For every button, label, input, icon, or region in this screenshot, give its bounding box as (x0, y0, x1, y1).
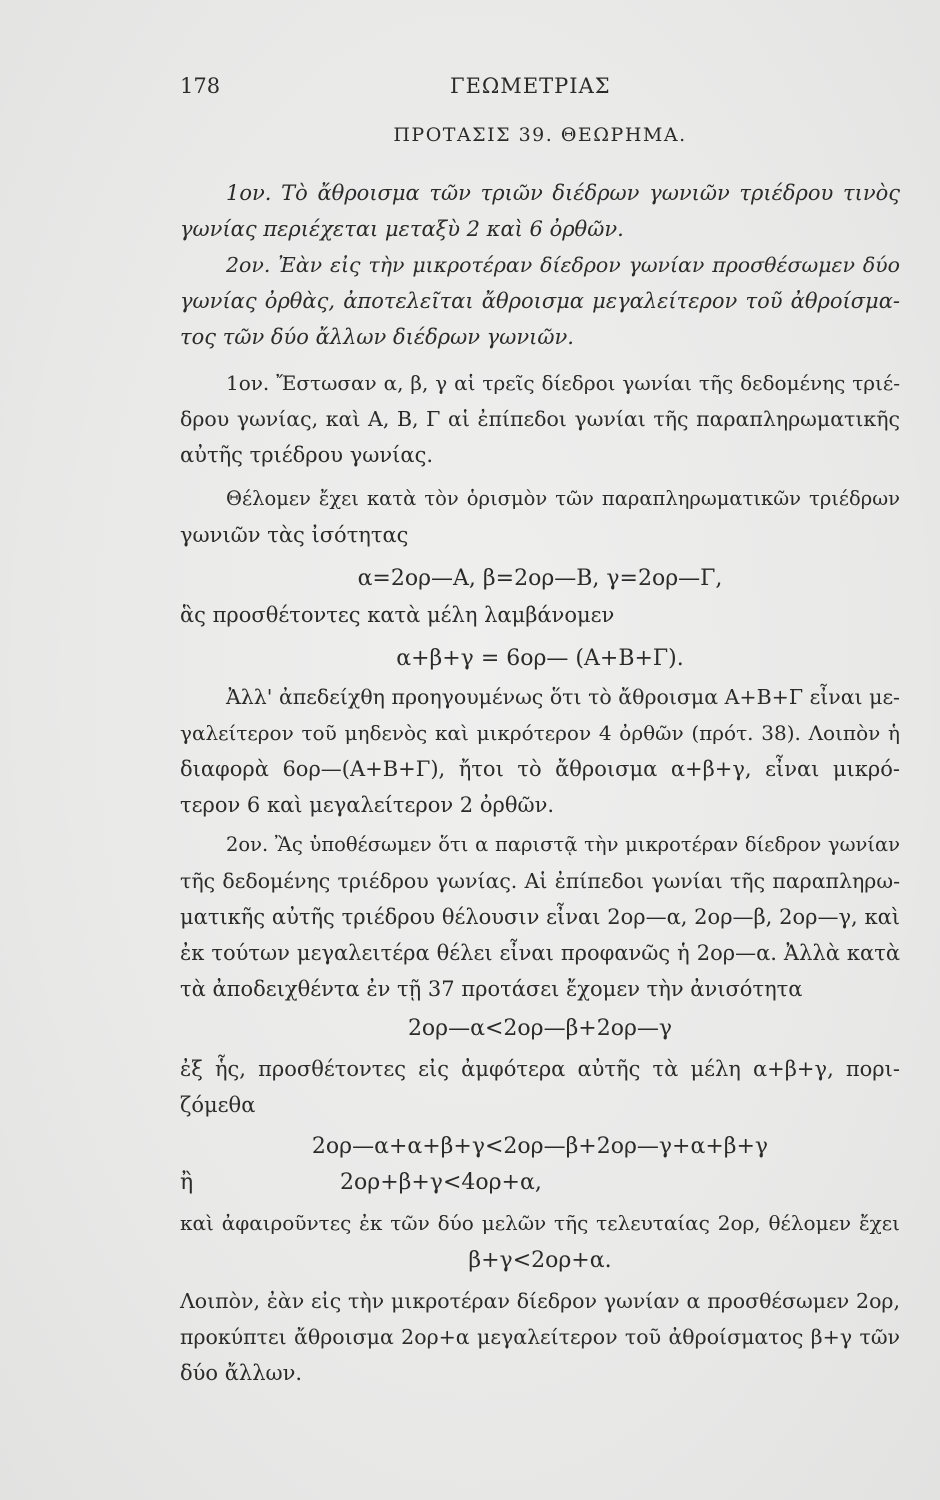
proof-line: ἐξ ἧς, προσθέτοντες εἰς ἀμφότερα αὐτῆς τὰ μέλη α+β+γ, πορι- (180, 1057, 900, 1081)
page-header (180, 74, 900, 104)
proof-line: δύο ἄλλων. (180, 1361, 303, 1385)
proof-line: Λοιπὸν, ἐὰν εἰς τὴν μικροτέραν δίεδρον γωνίαν α προσθέσωμεν 2ορ, (180, 1289, 900, 1313)
proof-line: τερον 6 καὶ μεγαλείτερον 2 ὀρθῶν. (180, 793, 555, 817)
proof-line: γαλείτερον τοῦ μηδενὸς καὶ μικρότερον 4 ὀρθῶν (πρότ. 38). Λοιπὸν ἡ (180, 721, 900, 745)
proof-line: γωνιῶν τὰς ἰσότητας (180, 523, 409, 547)
proof-line: ἃς προσθέτοντες κατὰ μέλη λαμβάνομεν (180, 603, 615, 627)
proof-line: 1ον. Ἔστωσαν α, β, γ αἱ τρεῖς δίεδροι γωνίαι τῆς δεδομένης τριέ- (226, 371, 900, 395)
proposition-heading: ΠΡΟΤΑΣΙΣ 39. ΘΕΩΡΗΜΑ. (393, 124, 687, 146)
running-title: ΓΕΩΜΕΤΡΙΑΣ (450, 74, 611, 98)
proof-line: ζόμεθα (180, 1093, 256, 1117)
statement-line: γωνίας ὀρθὰς, ἀποτελεῖται ἄθροισμα μεγαλείτερον τοῦ ἀθροίσμα- (180, 289, 900, 313)
statement-line: γωνίας περιέχεται μεταξὺ 2 καὶ 6 ὀρθῶν. (180, 217, 624, 241)
page-number: 178 (180, 74, 221, 98)
equation-line: β+γ<2ορ+α. (468, 1248, 612, 1273)
proof-line: καὶ ἀφαιροῦντες ἐκ τῶν δύο μελῶν τῆς τελευταίας 2ορ, θέλομεν ἔχει (180, 1211, 900, 1235)
statement-line: τος τῶν δύο ἄλλων διέδρων γωνιῶν. (180, 325, 574, 349)
statement-line: 1ον. Τὸ ἄθροισμα τῶν τριῶν διέδρων γωνιῶν τριέδρου τινὸς (226, 181, 900, 205)
proof-line: διαφορὰ 6ορ—(Α+Β+Γ), ἤτοι τὸ ἄθροισμα α+β+γ, εἶναι μικρό- (180, 757, 900, 781)
equation-line: 2ορ—α<2ορ—β+2ορ—γ (407, 1016, 673, 1041)
proof-line: ἐκ τούτων μεγαλειτέρα θέλει εἶναι προφανῶς ἡ 2ορ—α. Ἀλλὰ κατὰ (180, 941, 900, 965)
proof-line: προκύπτει ἄθροισμα 2ορ+α μεγαλείτερον τοῦ ἀθροίσματος β+γ τῶν (180, 1325, 900, 1349)
proof-line: τῆς δεδομένης τριέδρου γωνίας. Αἱ ἐπίπεδοι γωνίαι τῆς παραπληρω- (180, 869, 900, 893)
proof-line: Ἀλλ' ἀπεδείχθη προηγουμένως ὅτι τὸ ἄθροισμα Α+Β+Γ εἶναι με- (226, 685, 900, 709)
equation-line: ἢ 2ορ+β+γ<4ορ+α, (180, 1170, 542, 1195)
statement-line: 2ον. Ἐὰν εἰς τὴν μικροτέραν δίεδρον γωνίαν προσθέσωμεν δύο (226, 253, 900, 277)
equation-line: α=2ορ—Α, β=2ορ—Β, γ=2ορ—Γ, (357, 566, 723, 591)
proof-line: δρου γωνίας, καὶ Α, Β, Γ αἱ ἐπίπεδοι γωνίαι τῆς παραπληρωματικῆς (180, 407, 900, 431)
proof-line: 2ον. Ἂς ὑποθέσωμεν ὅτι α παριστᾷ τὴν μικροτέραν δίεδρον γωνίαν (226, 833, 900, 856)
proof-line: αὐτῆς τριέδρου γωνίας. (180, 443, 434, 467)
equation-line: α+β+γ = 6ορ— (Α+Β+Γ). (396, 646, 684, 671)
proof-line: ματικῆς αὐτῆς τριέδρου θέλουσιν εἶναι 2ορ—α, 2ορ—β, 2ορ—γ, καὶ (180, 905, 900, 929)
proof-line: τὰ ἀποδειχθέντα ἐν τῇ 37 προτάσει ἔχομεν τὴν ἀνισότητα (180, 977, 803, 1001)
proof-line: Θέλομεν ἔχει κατὰ τὸν ὁρισμὸν τῶν παραπληρωματικῶν τριέδρων (226, 487, 900, 510)
equation-line: 2ορ—α+α+β+γ<2ορ—β+2ορ—γ+α+β+γ (311, 1134, 769, 1159)
